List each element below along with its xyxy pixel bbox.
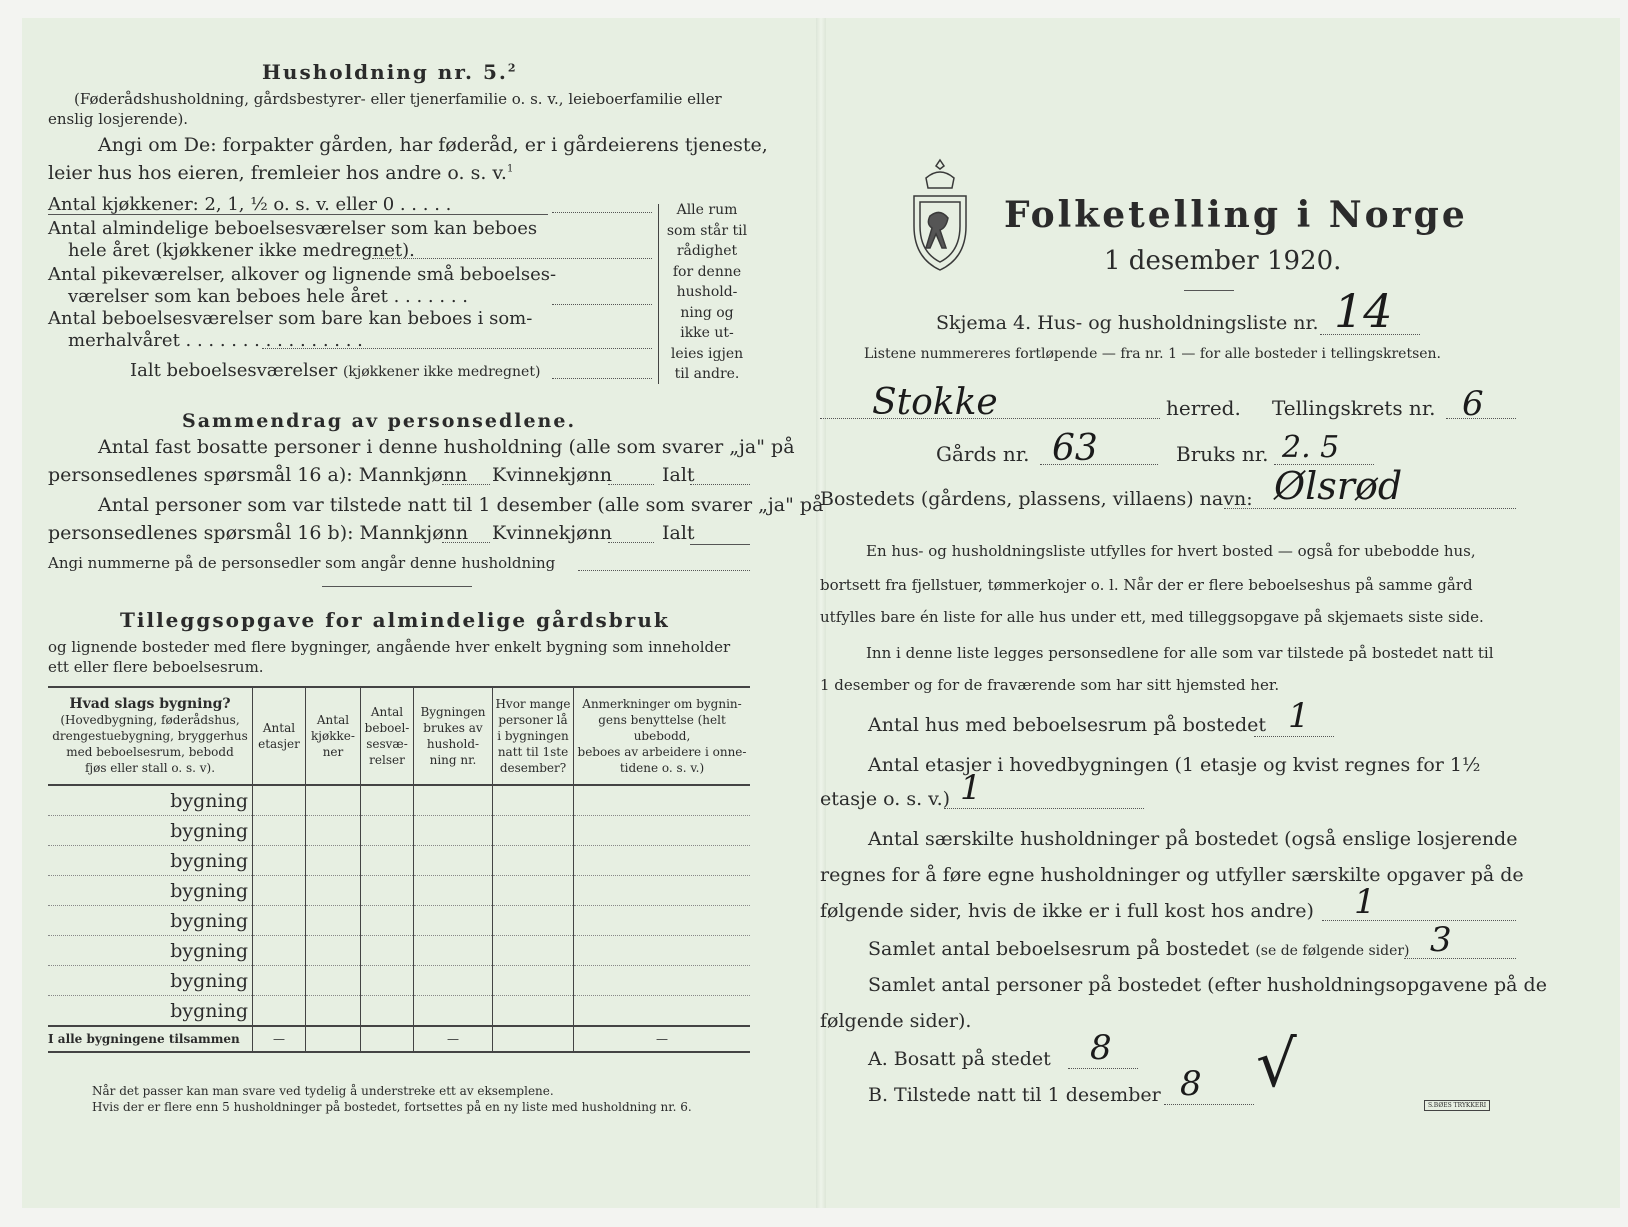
info-line-4: Inn i denne liste legges personsedlene for alle som var tilstede på bostedet natt til (866, 644, 1494, 662)
table-row (48, 876, 750, 906)
kvinne-16a-field[interactable] (608, 484, 654, 485)
cell[interactable] (306, 846, 361, 876)
kjokkener-field[interactable] (552, 212, 652, 213)
cell[interactable] (574, 846, 751, 876)
samlet-pers-label-2: følgende sider). (820, 1010, 972, 1032)
side-note-line: Alle rum (676, 202, 738, 218)
samlet-rum-label: Samlet antal beboelsesrum på bostedet (se de følgende sider) (868, 938, 1410, 960)
cell[interactable] (253, 785, 306, 816)
row-label: bygning (48, 876, 253, 906)
angi-nummer-field[interactable] (578, 570, 750, 571)
info-line-5: 1 desember og for de fraværende som har sitt hjemsted her. (820, 676, 1280, 694)
col-kjokkener-header: Antal kjøkke- ner (306, 687, 361, 785)
intro-paren-2: enslig losjerende). (48, 110, 189, 128)
row-label: bygning (48, 785, 253, 816)
cell[interactable] (361, 996, 414, 1027)
cell[interactable] (574, 996, 751, 1027)
tillegg-heading: Tilleggsopgave for almindelige gårdsbruk (120, 608, 670, 632)
cell[interactable] (253, 906, 306, 936)
col-personer-header: Hvor mange personer lå i bygningen natt til 1ste desember? (493, 687, 574, 785)
table-row (48, 785, 750, 816)
info-line-2: bortsett fra fjellstuer, tømmerkojer o. l. Når der er flere beboelseshus på samme gård (820, 576, 1473, 594)
side-note-line: ikke ut- (680, 325, 734, 341)
side-note-line: leies igjen (670, 345, 744, 362)
side-note-line: rådighet (676, 243, 738, 259)
building-table (48, 686, 750, 1053)
tellingskrets-label: Tellingskrets nr. (1272, 396, 1436, 420)
tillegg-text-2: ett eller flere beboelsesrum. (48, 658, 264, 676)
pike-field[interactable] (552, 304, 652, 305)
table-row (48, 966, 750, 996)
ialt-16b-field[interactable] (690, 544, 750, 545)
kjokkener-label: Antal kjøkkener: 2, 1, ½ o. s. v. eller 0 . . . . . (48, 194, 452, 215)
cell[interactable] (493, 876, 574, 906)
cell[interactable] (493, 1026, 574, 1052)
cell[interactable] (574, 906, 751, 936)
bosted-label: Bostedets (gårdens, plassens, villaens) navn: (820, 488, 1253, 510)
cell[interactable] (361, 906, 414, 936)
total-anmerkninger: — (574, 1026, 751, 1052)
sommer-field[interactable] (262, 348, 652, 349)
col-type-header: Hvad slags bygning? (Hovedbygning, føderådshus, drengestuebygning, bryggerhus med beboelsesrum, bebodd fjøs eller stall o. s. v). (48, 687, 253, 785)
mann-16b-field[interactable] (442, 542, 490, 543)
angi-line-1: Angi om De: forpakter gården, har føderåd, er i gårdeierens tjeneste, (98, 134, 768, 156)
gards-label: Gårds nr. (936, 442, 1030, 466)
cell[interactable] (574, 785, 751, 816)
table-row (48, 936, 750, 966)
hush-label-2: regnes for å føre egne husholdninger og utfyller særskilte opgaver på de (820, 864, 1524, 886)
side-note (662, 200, 752, 385)
cell[interactable] (574, 816, 751, 846)
cell[interactable] (306, 785, 361, 816)
info-line-3: utfylles bare én liste for alle hus under ett, med tilleggsopgave på skjemaets siste side. (820, 608, 1484, 626)
cell[interactable] (253, 816, 306, 846)
table-row (48, 996, 750, 1027)
cell[interactable] (574, 966, 751, 996)
cell[interactable] (306, 996, 361, 1027)
cell[interactable] (253, 996, 306, 1027)
total-label: I alle bygningene tilsammen (48, 1026, 253, 1052)
row-label: bygning (48, 816, 253, 846)
etasjer-label-2: etasje o. s. v.) (820, 788, 951, 810)
footnote-1: Når det passer kan man svare ved tydelig å understreke ett av eksemplene. (92, 1084, 554, 1098)
ialt-16b-label: Ialt (662, 522, 695, 544)
cell[interactable] (361, 1026, 414, 1052)
cell[interactable] (253, 936, 306, 966)
tilstede-label: B. Tilstede natt til 1 desember (868, 1084, 1161, 1106)
herred-value: Stokke (872, 382, 998, 423)
alm-label-2: hele året (kjøkkener ikke medregnet). (68, 240, 415, 261)
hush-label-1: Antal særskilte husholdninger på bostedet (også enslige losjerende (868, 828, 1518, 850)
ialt-16a-field[interactable] (690, 484, 750, 485)
tilstede-field[interactable] (1164, 1104, 1254, 1105)
left-page (22, 18, 824, 1208)
bosatt-field[interactable] (1068, 1068, 1138, 1069)
cell[interactable] (493, 816, 574, 846)
hush-value: 1 (1354, 882, 1376, 922)
total-husholdning: — (414, 1026, 493, 1052)
sammendrag-p2-1: Antal personer som var tilstede natt til 1 desember (alle som svarer „ja" på (98, 494, 824, 516)
alm-field[interactable] (372, 258, 652, 259)
check-mark: √ (1256, 1028, 1297, 1102)
gards-value: 63 (1052, 428, 1098, 469)
tilstede-value: 8 (1180, 1064, 1202, 1104)
col-vaerelser-header: Antal beboel- sesvæ- relser (361, 687, 414, 785)
bruks-value: 2. 5 (1282, 430, 1340, 465)
row-label: bygning (48, 846, 253, 876)
samlet-rum-value: 3 (1430, 920, 1452, 960)
cell[interactable] (414, 996, 493, 1027)
etasjer-label-1: Antal etasjer i hovedbygningen (1 etasje og kvist regnes for 1½ (868, 754, 1481, 776)
skjema-label: Skjema 4. Hus- og husholdningsliste nr. (936, 312, 1319, 334)
listene-note: Listene nummereres fortløpende — fra nr. 1 — for alle bosteder i tellingskretsen. (864, 346, 1442, 362)
cell[interactable] (361, 936, 414, 966)
table-row (48, 816, 750, 846)
listenr-value: 14 (1334, 284, 1393, 338)
cell[interactable] (414, 966, 493, 996)
intro-paren-1: (Føderådshusholdning, gårdsbestyrer- eller tjenerfamilie o. s. v., leieboerfamilie eller (74, 90, 722, 108)
cell[interactable] (414, 785, 493, 816)
hush-field[interactable] (1322, 920, 1516, 921)
col-anmerkninger-header: Anmerkninger om bygnin- gens benyttelse (helt ubebodd, beboes av arbeidere i onne- tidene o. s. v.) (574, 687, 751, 785)
kvinne-16b-field[interactable] (608, 542, 654, 543)
cell[interactable] (493, 906, 574, 936)
title-rule (1184, 290, 1234, 291)
angi-line-2: leier hus hos eieren, fremleier hos andre o. s. v.$^1$ (48, 162, 514, 184)
side-note-line: som står til (666, 222, 748, 239)
etasjer-field[interactable] (944, 808, 1144, 809)
cell[interactable] (414, 906, 493, 936)
bruks-label: Bruks nr. (1176, 442, 1269, 466)
antal-hus-label: Antal hus med beboelsesrum på bostedet (868, 714, 1267, 736)
kvinne-label: Kvinnekjønn (492, 464, 613, 486)
side-note-line: ning og (680, 304, 734, 321)
cell[interactable] (306, 1026, 361, 1052)
sommer-label-2: merhalvåret . . . . . . . . . . . . . . . . (68, 330, 363, 351)
household-title: Husholdning nr. 5.$^2$ (262, 60, 518, 84)
bosatt-value: 8 (1090, 1028, 1112, 1068)
col-etasjer-header: Antal etasjer (253, 687, 306, 785)
cell[interactable] (253, 966, 306, 996)
mann-16a-field[interactable] (442, 484, 490, 485)
pike-label-1: Antal pikeværelser, alkover og lignende små beboelses- (48, 264, 557, 285)
printer-stamp: S.BØES TRYKKERI (1424, 1100, 1490, 1111)
coat-of-arms-icon (908, 156, 972, 274)
cell[interactable] (361, 816, 414, 846)
total-etasjer: — (253, 1026, 306, 1052)
cell[interactable] (361, 846, 414, 876)
cell[interactable] (493, 996, 574, 1027)
angi-nummer-label: Angi nummerne på de personsedler som angår denne husholdning (48, 554, 556, 572)
cell[interactable] (493, 785, 574, 816)
cell[interactable] (574, 936, 751, 966)
cell[interactable] (493, 936, 574, 966)
sammendrag-p1-2: personsedlenes spørsmål 16 a): Mannkjønn (48, 464, 468, 486)
ialt-16a-label: Ialt (662, 464, 695, 486)
cell[interactable] (361, 785, 414, 816)
ialt-field[interactable] (552, 378, 652, 379)
tellingskrets-value: 6 (1462, 384, 1484, 424)
cell[interactable] (574, 876, 751, 906)
cell[interactable] (253, 876, 306, 906)
cell[interactable] (253, 846, 306, 876)
cell[interactable] (361, 876, 414, 906)
side-note-line: til andre. (674, 366, 740, 382)
ialt-label: Ialt beboelsesværelser (kjøkkener ikke medregnet) (130, 360, 541, 381)
footnote-2: Hvis der er flere enn 5 husholdninger på bostedet, fortsettes på en ny liste med husholdning nr. 6. (92, 1100, 692, 1114)
etasjer-value: 1 (960, 768, 982, 808)
tillegg-text-1: og lignende bosteder med flere bygninger, angående hver enkelt bygning som inneholder (48, 638, 731, 656)
sommer-label-1: Antal beboelsesværelser som bare kan beboes i som- (48, 308, 533, 329)
alm-label-1: Antal almindelige beboelsesværelser som kan beboes (48, 218, 538, 239)
bosted-field[interactable] (1224, 508, 1516, 509)
form-title: Folketelling i Norge (1004, 194, 1468, 236)
form-date: 1 desember 1920. (1104, 246, 1342, 276)
table-row (48, 906, 750, 936)
row-label: bygning (48, 936, 253, 966)
cell[interactable] (306, 936, 361, 966)
col-husholdning-header: Bygningen brukes av hushold- ning nr. (414, 687, 493, 785)
sammendrag-heading: Sammendrag av personsedlene. (182, 410, 577, 432)
cell[interactable] (414, 876, 493, 906)
brace (658, 204, 659, 384)
cell[interactable] (493, 846, 574, 876)
right-page (820, 18, 1620, 1208)
cell[interactable] (414, 936, 493, 966)
row-label: bygning (48, 906, 253, 936)
table-header-row (48, 687, 750, 785)
cell[interactable] (306, 966, 361, 996)
cell[interactable] (414, 846, 493, 876)
info-line-1: En hus- og husholdningsliste utfylles for hvert bosted — også for ubebodde hus, (866, 542, 1476, 560)
cell[interactable] (493, 966, 574, 996)
sammendrag-p1-1: Antal fast bosatte personer i denne husholdning (alle som svarer „ja" på (98, 436, 795, 458)
sammendrag-p2-2: personsedlenes spørsmål 16 b): Mannkjønn (48, 522, 469, 544)
bosted-value: Ølsrød (1274, 464, 1403, 508)
herred-label: herred. (1166, 396, 1241, 420)
side-note-line: hushold- (676, 284, 738, 300)
cell[interactable] (361, 966, 414, 996)
divider (48, 214, 548, 215)
side-note-line: for denne (672, 263, 742, 280)
table-total-row (48, 1026, 750, 1052)
row-label: bygning (48, 966, 253, 996)
samlet-pers-label-1: Samlet antal personer på bostedet (efter husholdningsopgavene på de (868, 974, 1547, 996)
kvinne-label: Kvinnekjønn (492, 522, 613, 544)
cell[interactable] (414, 816, 493, 846)
section-rule (322, 586, 472, 587)
bosatt-label: A. Bosatt på stedet (868, 1048, 1051, 1070)
hush-label-3: følgende sider, hvis de ikke er i full kost hos andre) (820, 900, 1314, 922)
cell[interactable] (306, 816, 361, 846)
samlet-rum-field[interactable] (1404, 958, 1516, 959)
row-label: bygning (48, 996, 253, 1027)
antal-hus-field[interactable] (1254, 736, 1334, 737)
cell[interactable] (306, 906, 361, 936)
cell[interactable] (306, 876, 361, 906)
table-row (48, 846, 750, 876)
antal-hus-value: 1 (1288, 696, 1310, 736)
pike-label-2: værelser som kan beboes hele året . . . . . . . (68, 286, 468, 307)
